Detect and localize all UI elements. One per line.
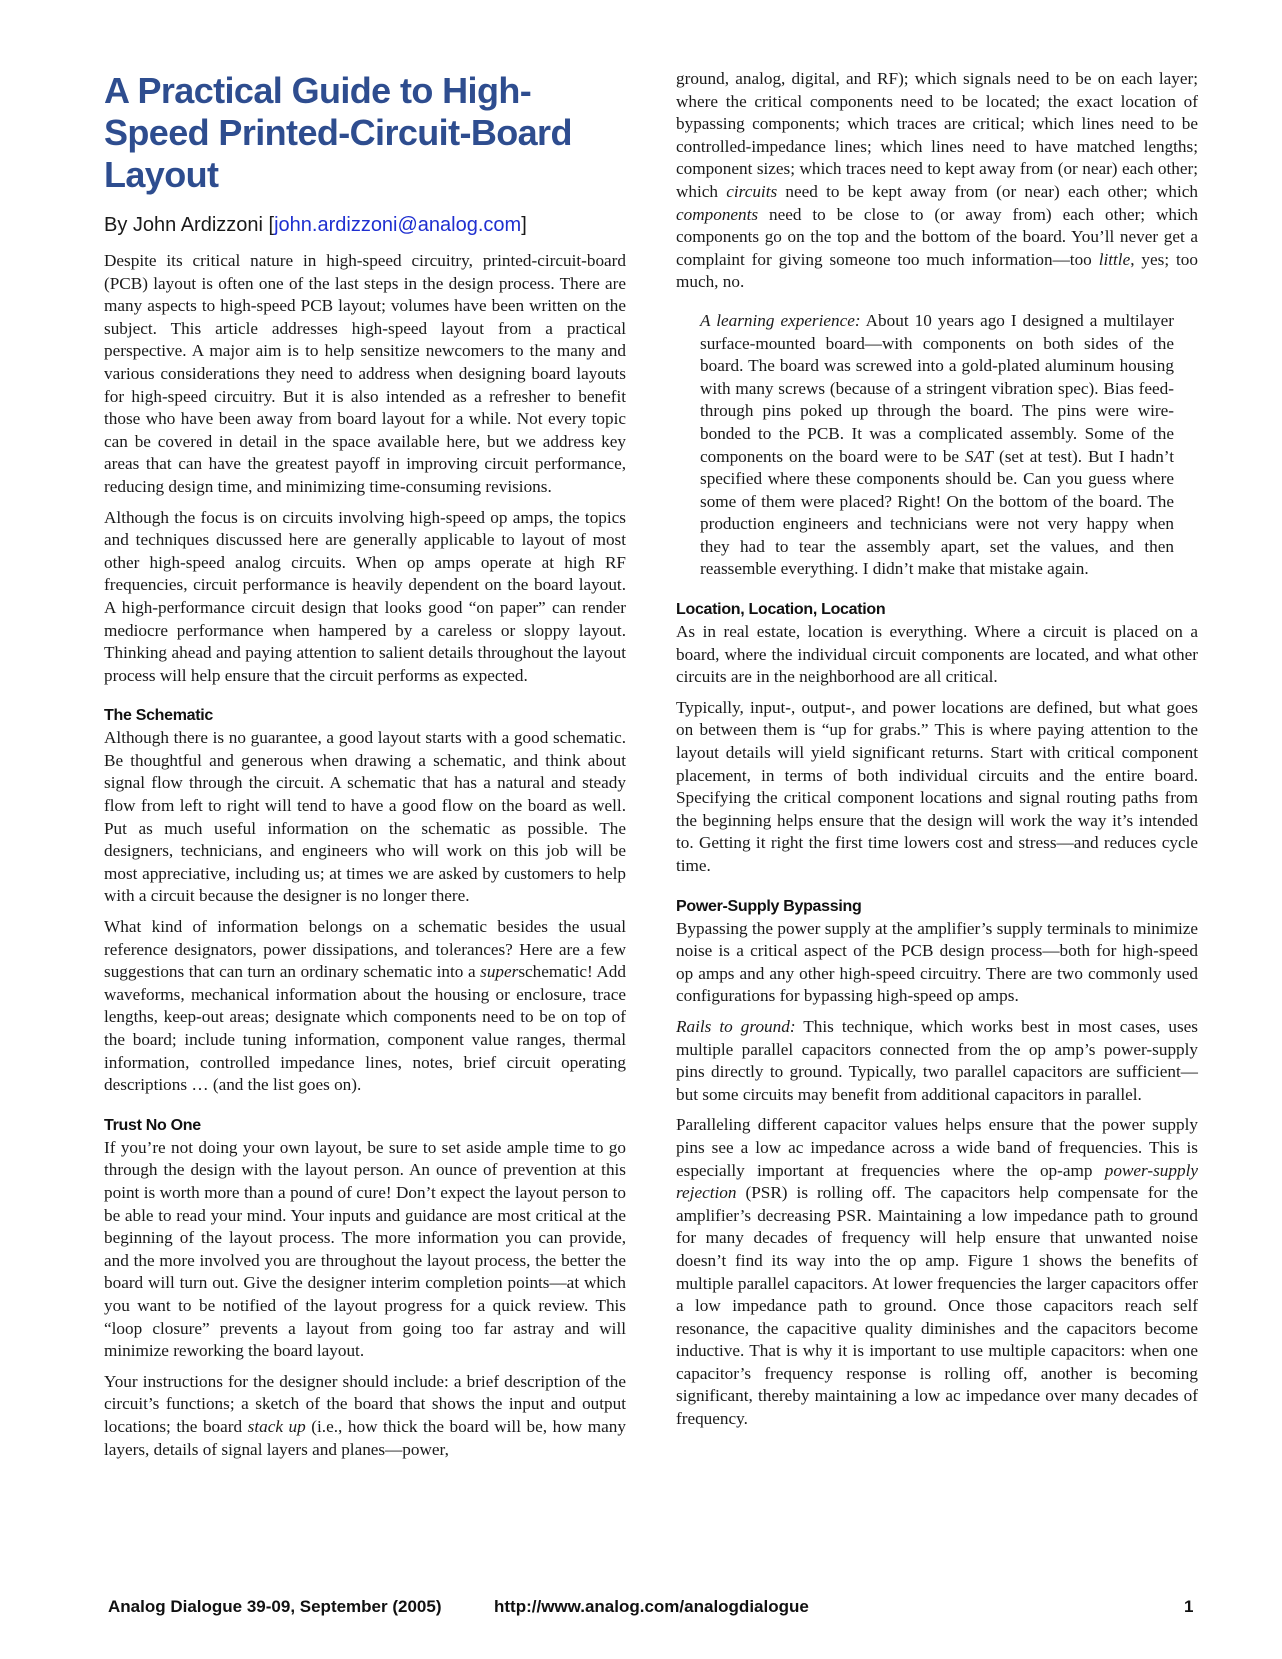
article-title: A Practical Guide to High-Speed Printed-Circuit-Board Layout: [104, 70, 572, 195]
emphasis: A learning experience:: [700, 310, 861, 330]
text-run: What kind of information belongs on a schematic besides the usual reference designators, power dissipations, and tolerances? Here are a few suggestions that can turn an ordinary schematic into a: [104, 917, 626, 982]
text-run: This technique, which works best in most cases, uses multiple parallel capacitors connected from the op amp’s power-supply pins directly to ground. Typically, two parallel capacitors are sufficient—but some circuits may benefit from additional capacitors in parallel.: [676, 1016, 1198, 1104]
section-heading-schematic: The Schematic: [104, 707, 214, 725]
paralleling-paragraph: [676, 1114, 1198, 1430]
emphasis: power-supply rejection: [676, 1160, 1198, 1203]
byline: [104, 212, 626, 238]
text-run: Paralleling different capacitor values helps ensure that the power supply pins see a low ac impedance across a wide band of frequencies. This is especially important at frequencies where the op-amp: [676, 1115, 1198, 1180]
emphasis: little: [1098, 249, 1131, 269]
footer-url-link[interactable]: http://www.analog.com/analogdialogue: [494, 1597, 809, 1616]
author-email-link[interactable]: john.ardizzoni@analog.com: [274, 214, 522, 236]
section-heading-location: Location, Location, Location: [676, 601, 886, 619]
section-heading-bypassing: Power-Supply Bypassing: [676, 897, 862, 915]
text-run: , yes; too much, no.: [676, 249, 1198, 292]
schematic-paragraph-2: [104, 916, 626, 1097]
text-run: (set at test). But I hadn’t specified where these components should be. Can you guess where some of them were placed? Right! On the bottom of the board. The production engineers and technicians were not very happy when they had to tear the assembly apart, set the values, and then reassemble everything. I didn’t make that mistake again.: [700, 446, 1174, 579]
trust-paragraph-2: [104, 1371, 626, 1461]
emphasis: circuits: [726, 181, 778, 201]
text-run: (i.e., how thick the board will be, how many layers, details of signal layers and planes—power,: [104, 1416, 626, 1459]
learning-experience-sidebar: [700, 310, 1174, 581]
right-column: [676, 68, 1198, 1439]
emphasis: SAT: [965, 446, 994, 466]
text-run: (PSR) is rolling off. The capacitors help compensate for the amplifier’s decreasing PSR. Maintaining a low impedance path to ground for many decades of frequency will help ensure that unwanted noise doesn’t find its way into the op amp. Figure 1 shows the benefits of multiple parallel capacitors. At lower frequencies the larger capacitors offer a low impedance path to ground. Once those capacitors reach self resonance, the capacitive quality diminishes and the capacitors become inductive. That is why it is important to use multiple capacitors: when one capacitor’s frequency response is rolling off, another is becoming significant, thereby maintaining a low ac impedance over many decades of frequency.: [676, 1183, 1198, 1429]
text-run: need to be kept away from (or near) each other; which: [777, 181, 1198, 201]
left-column: [104, 68, 626, 1469]
text-run: Your instructions for the designer should include: a brief description of the circuit’s functions; a sketch of the board that shows the input and output locations; the board: [104, 1371, 626, 1436]
emphasis: super: [480, 962, 519, 982]
footer-journal: Analog Dialogue 39-09, September (2005): [108, 1597, 442, 1616]
page-number: 1: [1184, 1597, 1194, 1616]
text-run: schematic! Add waveforms, mechanical information about the housing or enclosure, trace lengths, keep-out areas; designate which components need to be on top of the board; include tuning information, component value ranges, thermal information, controlled impedance lines, notes, brief circuit operating descriptions … (and the list goes on).: [104, 962, 626, 1095]
emphasis: Rails to ground:: [676, 1016, 796, 1036]
text-run: ground, analog, digital, and RF); which signals need to be on each layer; where the critical components need to be located; the exact location of bypassing components; which traces are critical; which lines need to be controlled-impedance lines; which lines need to have matched lengths; component sizes; which traces need to kept away from (or near) each other; which: [676, 69, 1198, 201]
continuation-paragraph: [676, 68, 1198, 294]
intro-paragraph-1: Despite its critical nature in high-speed circuitry, printed-circuit-board (PCB) layout is often one of the last steps in the design process. There are many aspects to high-speed PCB layout; volumes have been written on the subject. This article addresses high-speed layout from a practical perspective. A major aim is to help sensitize newcomers to the many and various considerations they need to address when designing board layouts for high-speed circuitry. But it is also intended as a refresher to benefit those who have been away from board layout for a while. Not every topic can be covered in detail in the space available here, but we address key areas that can have the greatest payoff in improving circuit performance, reducing design time, and minimizing time-consuming revisions.: [104, 251, 626, 496]
location-paragraph-2: Typically, input-, output-, and power locations are defined, but what goes on between them is “up for grabs.” This is where paying attention to the layout details will yield significant returns. Start with critical component placement, in terms of both individual circuits and the entire board. Specifying the critical component locations and signal routing paths from the beginning helps ensure that the design will work the way it’s intended to. Getting it right the first time lowers cost and stress—and reduces cycle time.: [676, 697, 1198, 875]
location-paragraph-1: As in real estate, location is everything. Where a circuit is placed on a board, where the individual circuit components are located, and what other circuits are in the neighborhood are all critical.: [676, 622, 1198, 687]
schematic-paragraph-1: Although there is no guarantee, a good layout starts with a good schematic. Be thoughtful and generous when drawing a schematic, and think about signal flow through the circuit. A schematic that has a natural and steady flow from left to right will tend to have a good flow on the board as well. Put as much useful information on the schematic as possible. The designers, technicians, and engineers who will work on this job will be most appreciative, including us; at times we are asked by customers to help with a circuit because the designer is no longer there.: [104, 728, 626, 906]
bypass-paragraph-1: Bypassing the power supply at the amplifier’s supply terminals to minimize noise is a critical aspect of the PCB design process—both for high-speed op amps and any other high-speed circuitry. There are two commonly used configurations for bypassing high-speed op amps.: [676, 918, 1198, 1006]
rails-paragraph: [676, 1016, 1198, 1106]
section-heading-trust: Trust No One: [104, 1116, 201, 1134]
trust-paragraph-1: If you’re not doing your own layout, be sure to set aside ample time to go through the design with the layout person. An ounce of prevention at this point is worth more than a pound of cure! Don’t expect the layout person to be able to read your mind. Your inputs and guidance are most critical at the beginning of the layout process. The more information you can provide, and the more involved you are throughout the layout process, the better the board will turn out. Give the designer interim completion points—at which you want to be notified of the layout progress for a quick review. This “loop closure” prevents a layout from going too far astray and will minimize reworking the board layout.: [104, 1137, 626, 1361]
text-run: need to be close to (or away from) each other; which components go on the top and the bottom of the board. You’ll never get a complaint for giving someone too much information—too: [676, 204, 1198, 269]
text-run: About 10 years ago I designed a multilayer surface-mounted board—with components on both sides of the board. The board was screwed into a gold-plated aluminum housing with many screws (because of a stringent vibration spec). Bias feed-through pins poked up through the board. The pins were wire-bonded to the PCB. It was a complicated assembly. Some of the components on the board were to be: [700, 310, 1175, 466]
byline-suffix: ]: [521, 214, 527, 236]
intro-paragraph-2: Although the focus is on circuits involving high-speed op amps, the topics and techniques discussed here are generally applicable to layout of most other high-speed analog circuits. When op amps operate at high RF frequencies, circuit performance is heavily dependent on the board layout. A high-performance circuit design that looks good “on paper” can render mediocre performance when hampered by a careless or sloppy layout. Thinking ahead and paying attention to salient details throughout the layout process will help ensure that the circuit performs as expected.: [104, 507, 626, 685]
emphasis: stack up: [247, 1416, 306, 1436]
emphasis: components: [676, 204, 759, 224]
byline-prefix: By John Ardizzoni [: [104, 214, 275, 236]
